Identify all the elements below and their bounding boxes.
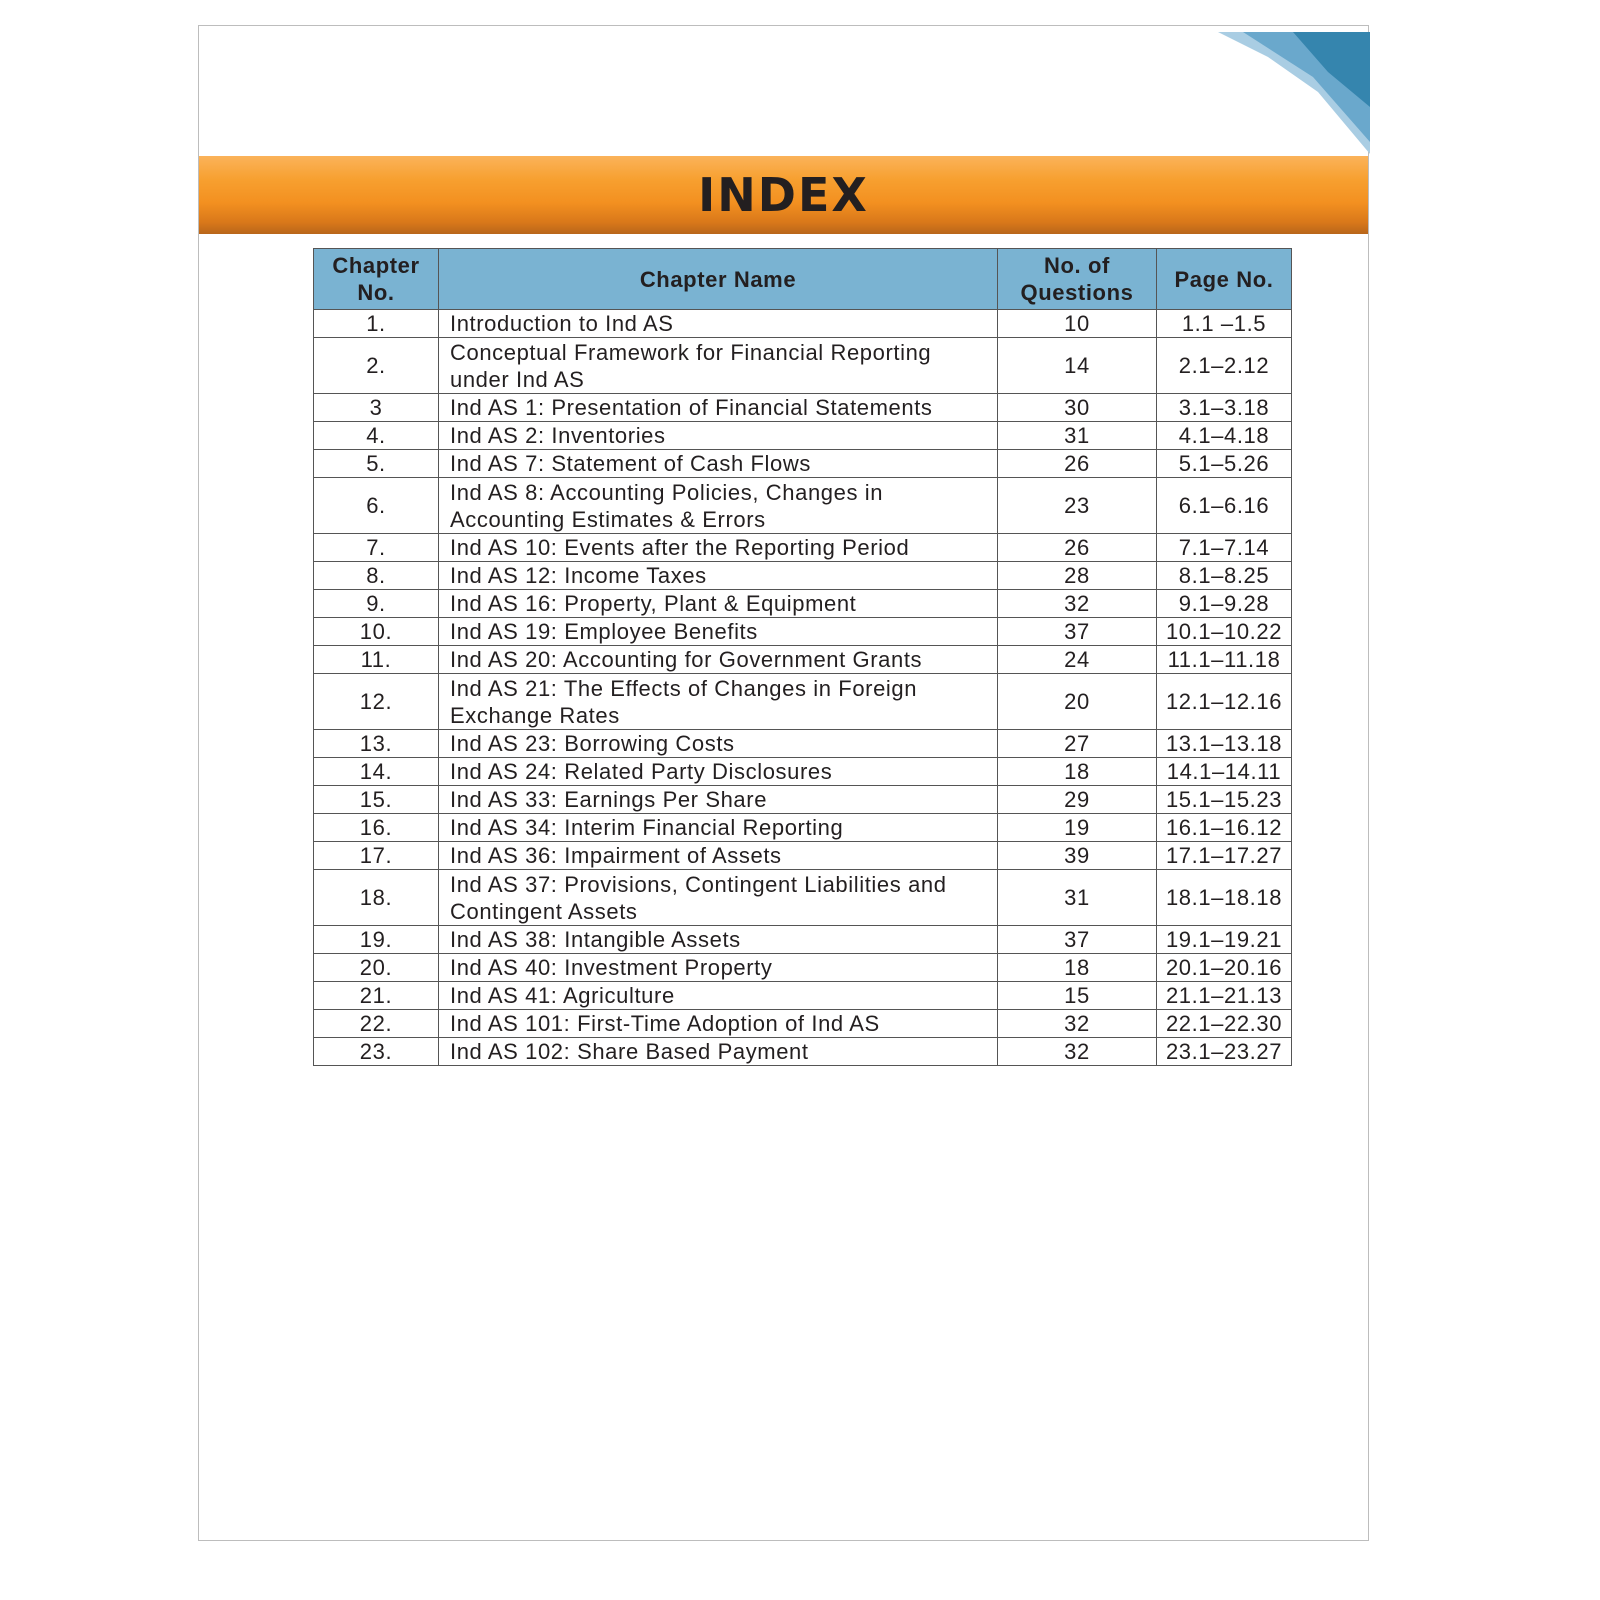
table-row (314, 618, 1292, 646)
page-no-cell: 17.1–17.27 (1157, 842, 1292, 870)
questions-cell: 24 (998, 646, 1157, 674)
table-row (314, 646, 1292, 674)
questions-cell: 37 (998, 926, 1157, 954)
page-title: INDEX (698, 168, 869, 222)
header-chapter-no: Chapter No. (314, 249, 439, 310)
questions-cell: 18 (998, 954, 1157, 982)
chapter-no-cell: 5. (314, 450, 439, 478)
table-row (314, 842, 1292, 870)
chapter-no-cell: 13. (314, 730, 439, 758)
table-row (314, 1038, 1292, 1066)
questions-cell: 19 (998, 814, 1157, 842)
chapter-name-cell: Ind AS 40: Investment Property (439, 954, 998, 982)
header-chapter-name: Chapter Name (439, 249, 998, 310)
page-no-cell: 2.1–2.12 (1157, 338, 1292, 394)
chapter-name-cell: Ind AS 1: Presentation of Financial Statements (439, 394, 998, 422)
page-no-cell: 19.1–19.21 (1157, 926, 1292, 954)
table-row (314, 674, 1292, 730)
chapter-no-cell: 16. (314, 814, 439, 842)
chapter-name-cell: Ind AS 10: Events after the Reporting Period (439, 534, 998, 562)
page-no-cell: 12.1–12.16 (1157, 674, 1292, 730)
table-row (314, 786, 1292, 814)
chapter-name-cell: Introduction to Ind AS (439, 310, 998, 338)
chapter-no-cell: 11. (314, 646, 439, 674)
chapter-name-cell: Ind AS 101: First-Time Adoption of Ind AS (439, 1010, 998, 1038)
page-no-cell: 1.1 –1.5 (1157, 310, 1292, 338)
chapter-no-cell: 12. (314, 674, 439, 730)
page-no-cell: 8.1–8.25 (1157, 562, 1292, 590)
chapter-no-cell: 15. (314, 786, 439, 814)
page-no-cell: 21.1–21.13 (1157, 982, 1292, 1010)
table-row (314, 590, 1292, 618)
chapter-no-cell: 6. (314, 478, 439, 534)
chapter-no-cell: 7. (314, 534, 439, 562)
table-row (314, 954, 1292, 982)
chapter-no-cell: 8. (314, 562, 439, 590)
chapter-name-cell: Ind AS 102: Share Based Payment (439, 1038, 998, 1066)
table-row (314, 338, 1292, 394)
questions-cell: 10 (998, 310, 1157, 338)
index-table (313, 248, 1292, 1066)
chapter-name-cell: Ind AS 21: The Effects of Changes in Foreign Exchange Rates (439, 674, 998, 730)
page-no-cell: 11.1–11.18 (1157, 646, 1292, 674)
header-questions: No. of Questions (998, 249, 1157, 310)
table-row (314, 534, 1292, 562)
chapter-name-cell: Ind AS 7: Statement of Cash Flows (439, 450, 998, 478)
table-row (314, 926, 1292, 954)
table-row (314, 1010, 1292, 1038)
questions-cell: 31 (998, 422, 1157, 450)
questions-cell: 28 (998, 562, 1157, 590)
chapter-no-cell: 20. (314, 954, 439, 982)
table-row (314, 982, 1292, 1010)
chapter-no-cell: 23. (314, 1038, 439, 1066)
table-row (314, 758, 1292, 786)
questions-cell: 18 (998, 758, 1157, 786)
questions-cell: 27 (998, 730, 1157, 758)
chapter-name-cell: Ind AS 24: Related Party Disclosures (439, 758, 998, 786)
table-row (314, 870, 1292, 926)
page-no-cell: 4.1–4.18 (1157, 422, 1292, 450)
page-no-cell: 5.1–5.26 (1157, 450, 1292, 478)
page-no-cell: 3.1–3.18 (1157, 394, 1292, 422)
chapter-no-cell: 19. (314, 926, 439, 954)
page-no-cell: 14.1–14.11 (1157, 758, 1292, 786)
table-row (314, 730, 1292, 758)
page-no-cell: 13.1–13.18 (1157, 730, 1292, 758)
chapter-no-cell: 17. (314, 842, 439, 870)
chapter-name-cell: Ind AS 2: Inventories (439, 422, 998, 450)
questions-cell: 26 (998, 450, 1157, 478)
chapter-name-cell: Ind AS 41: Agriculture (439, 982, 998, 1010)
questions-cell: 14 (998, 338, 1157, 394)
questions-cell: 37 (998, 618, 1157, 646)
page-no-cell: 22.1–22.30 (1157, 1010, 1292, 1038)
chapter-name-cell: Ind AS 12: Income Taxes (439, 562, 998, 590)
chapter-name-cell: Conceptual Framework for Financial Reporting under Ind AS (439, 338, 998, 394)
chapter-name-cell: Ind AS 38: Intangible Assets (439, 926, 998, 954)
chapter-name-cell: Ind AS 19: Employee Benefits (439, 618, 998, 646)
table-row (314, 422, 1292, 450)
header-page-no: Page No. (1157, 249, 1292, 310)
table-row (314, 310, 1292, 338)
page-no-cell: 15.1–15.23 (1157, 786, 1292, 814)
questions-cell: 29 (998, 786, 1157, 814)
chapter-name-cell: Ind AS 34: Interim Financial Reporting (439, 814, 998, 842)
page-no-cell: 6.1–6.16 (1157, 478, 1292, 534)
chapter-no-cell: 18. (314, 870, 439, 926)
chapter-name-cell: Ind AS 8: Accounting Policies, Changes in Accounting Estimates & Errors (439, 478, 998, 534)
questions-cell: 23 (998, 478, 1157, 534)
questions-cell: 15 (998, 982, 1157, 1010)
index-banner (199, 156, 1368, 234)
table-row (314, 562, 1292, 590)
table-header-row (314, 249, 1292, 310)
page-no-cell: 9.1–9.28 (1157, 590, 1292, 618)
questions-cell: 32 (998, 590, 1157, 618)
page-no-cell: 10.1–10.22 (1157, 618, 1292, 646)
chapter-no-cell: 10. (314, 618, 439, 646)
questions-cell: 32 (998, 1038, 1157, 1066)
chapter-name-cell: Ind AS 36: Impairment of Assets (439, 842, 998, 870)
table-row (314, 394, 1292, 422)
chapter-name-cell: Ind AS 16: Property, Plant & Equipment (439, 590, 998, 618)
questions-cell: 32 (998, 1010, 1157, 1038)
table-row (314, 478, 1292, 534)
page-no-cell: 20.1–20.16 (1157, 954, 1292, 982)
chapter-no-cell: 21. (314, 982, 439, 1010)
chapter-name-cell: Ind AS 33: Earnings Per Share (439, 786, 998, 814)
chapter-no-cell: 2. (314, 338, 439, 394)
questions-cell: 31 (998, 870, 1157, 926)
page-no-cell: 23.1–23.27 (1157, 1038, 1292, 1066)
questions-cell: 26 (998, 534, 1157, 562)
chapter-no-cell: 4. (314, 422, 439, 450)
chapter-no-cell: 22. (314, 1010, 439, 1038)
table-row (314, 814, 1292, 842)
questions-cell: 30 (998, 394, 1157, 422)
questions-cell: 39 (998, 842, 1157, 870)
chapter-name-cell: Ind AS 37: Provisions, Contingent Liabilities and Contingent Assets (439, 870, 998, 926)
chapter-name-cell: Ind AS 23: Borrowing Costs (439, 730, 998, 758)
chapter-no-cell: 3 (314, 394, 439, 422)
page-no-cell: 18.1–18.18 (1157, 870, 1292, 926)
questions-cell: 20 (998, 674, 1157, 730)
chapter-name-cell: Ind AS 20: Accounting for Government Grants (439, 646, 998, 674)
chapter-no-cell: 1. (314, 310, 439, 338)
corner-decoration (1218, 32, 1370, 154)
table-row (314, 450, 1292, 478)
chapter-no-cell: 14. (314, 758, 439, 786)
chapter-no-cell: 9. (314, 590, 439, 618)
page-no-cell: 7.1–7.14 (1157, 534, 1292, 562)
page-no-cell: 16.1–16.12 (1157, 814, 1292, 842)
